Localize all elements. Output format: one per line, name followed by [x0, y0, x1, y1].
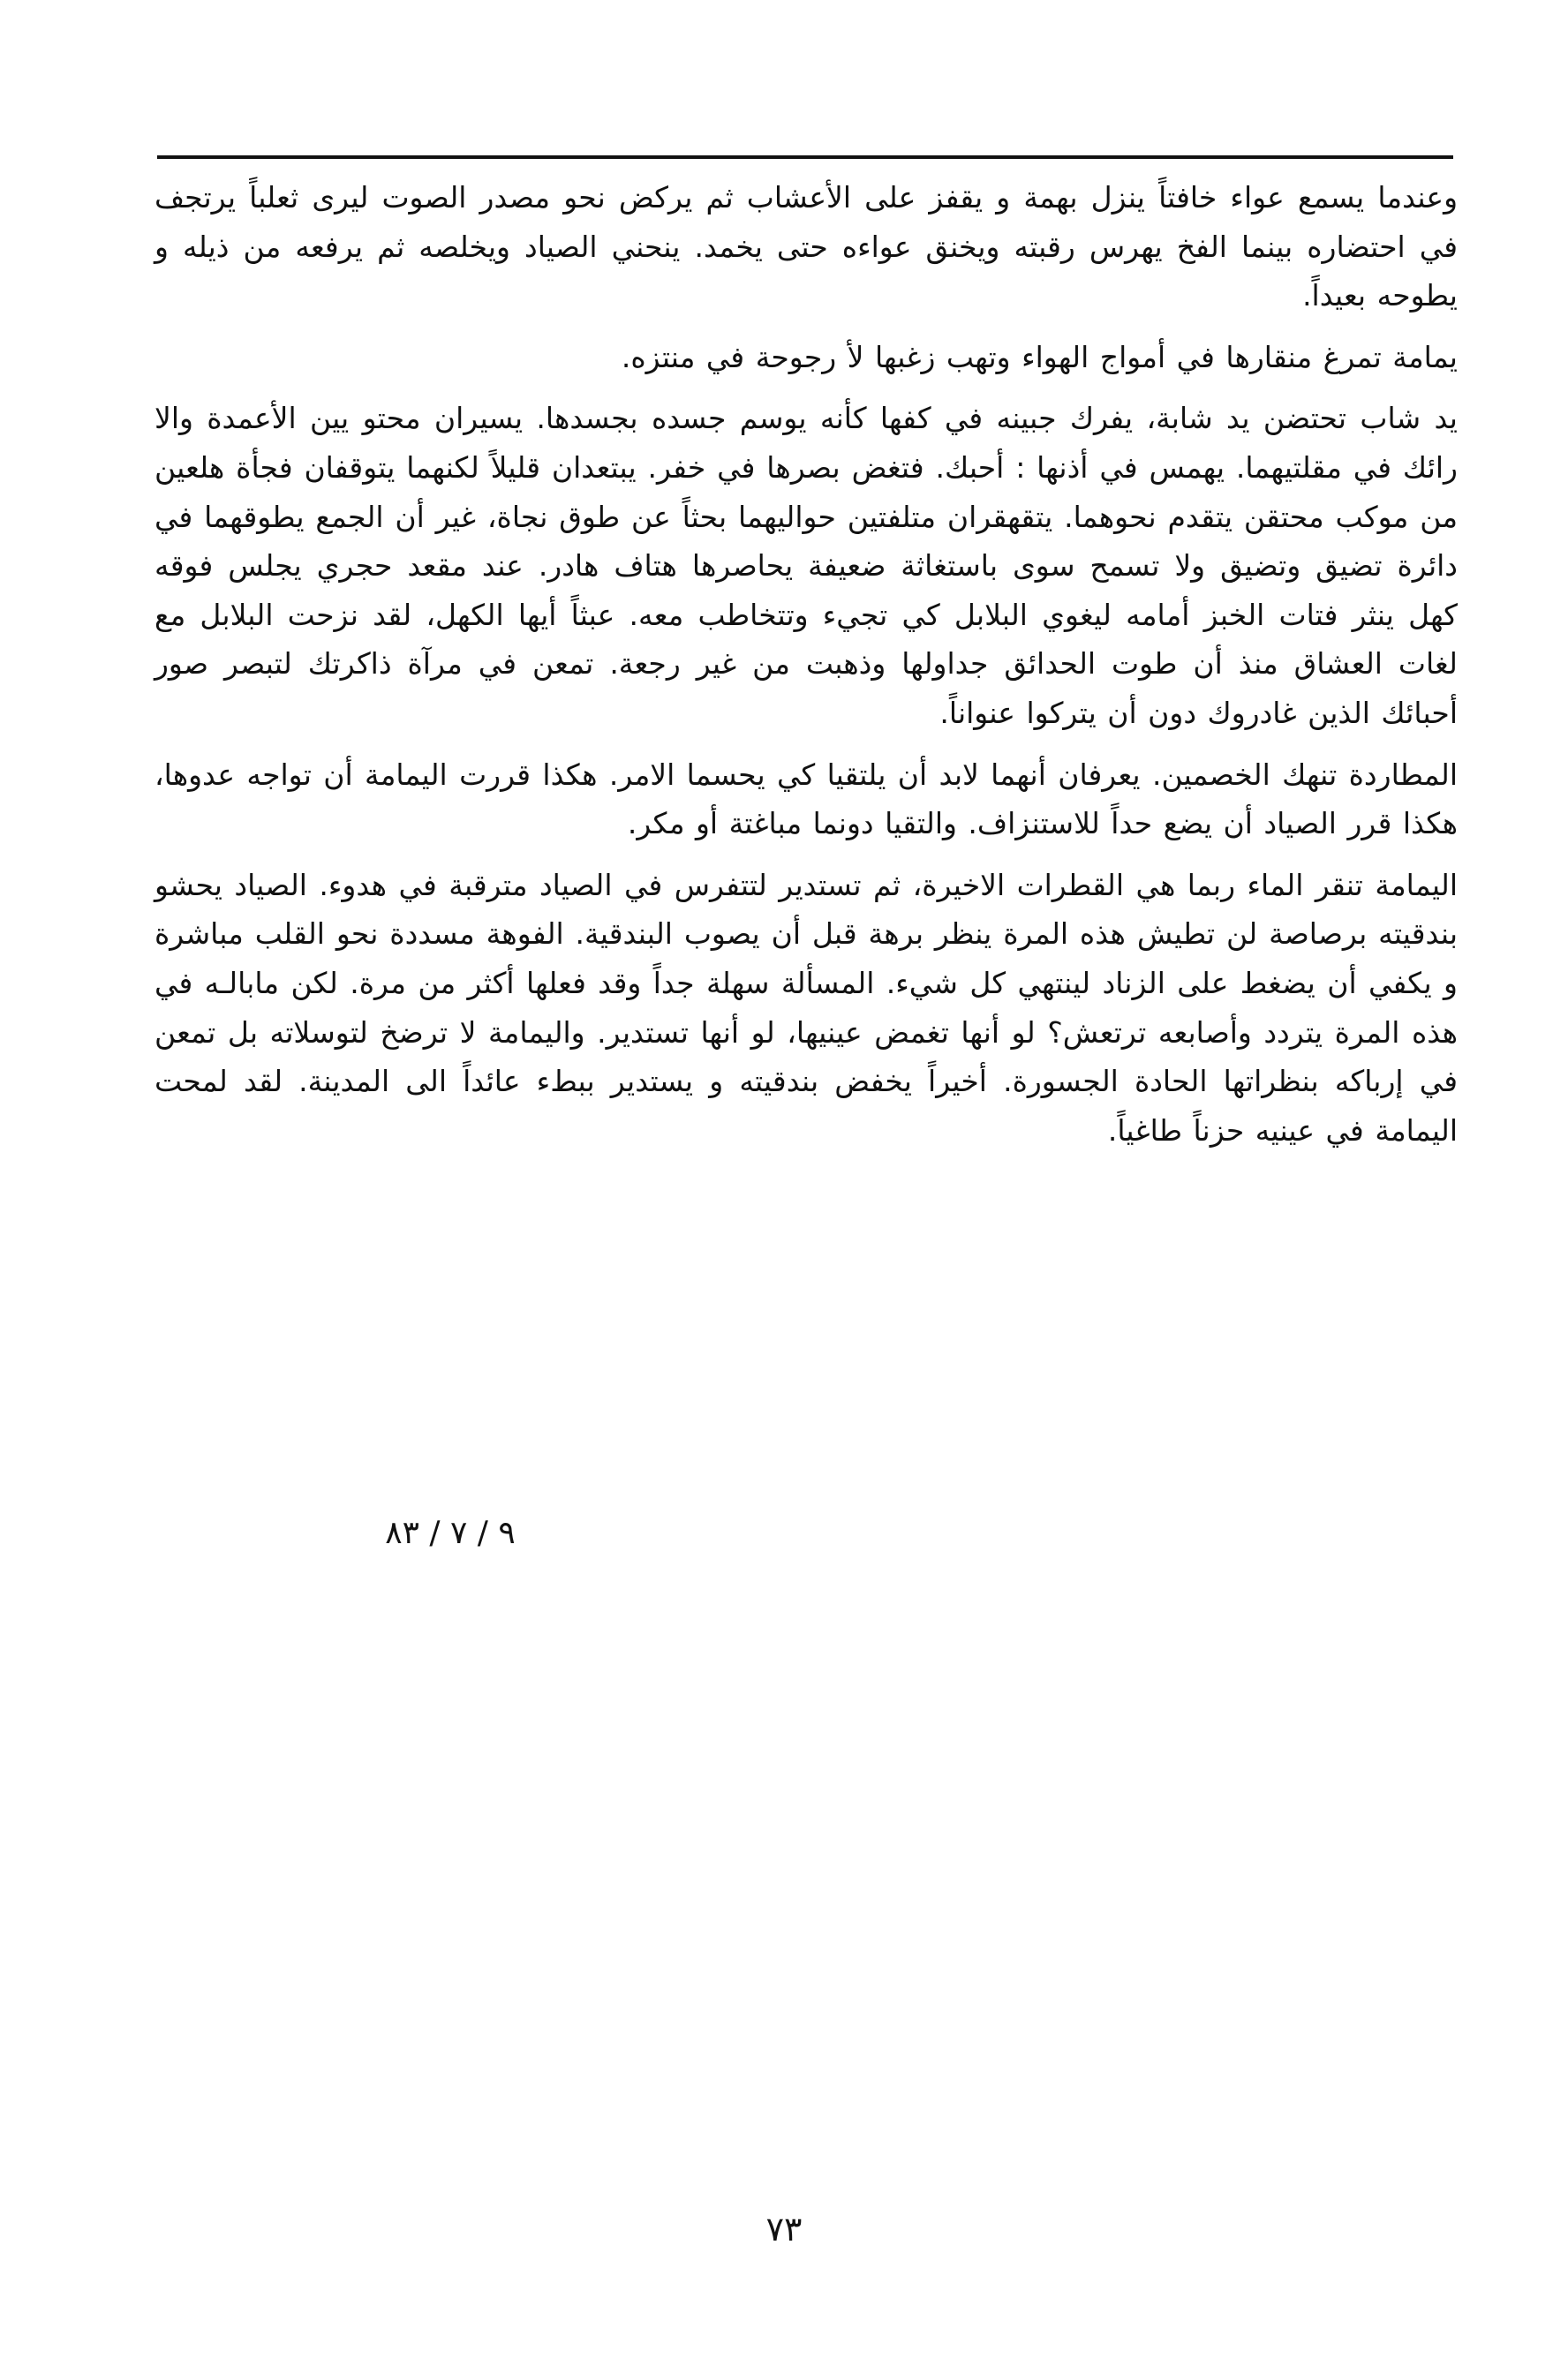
paragraph-1: وعندما يسمع عواء خافتاً ينزل بهمة و يقفز على الأعشاب ثم يركض نحو مصدر الصوت ليرى ثعلباً يرتجف في احتضاره بينما الفخ يهرس رقبته ويخنق عواءه حتى يخمد. ينحني الصياد ويخلصه ثم يرفعه من ذيله و يطوحه بعيداً. — [155, 180, 1458, 313]
body-text — [155, 173, 1458, 1155]
paragraph-5: اليمامة تنقر الماء ربما هي القطرات الاخيرة، ثم تستدير لتتفرس في الصياد مترقبة في هدوء. الصياد يحشو بندقيته برصاصة لن تطيش هذه المرة ينظر برهة قبل أن يصوب البندقية. الفوهة مسددة نحو القلب مباشرة و يكفي أن يضغط على الزناد لينتهي كل شيء. المسألة سهلة جداً وقد فعلها أكثر من مرة. لكن مابالـه في هذه المرة يتردد وأصابعه ترتعش؟ لو أنها تغمض عينيها، لو أنها تستدير. واليمامة لا ترضخ لتوسلاته بل تمعن في إرباكه بنظراتها الحادة الجسورة. أخيراً يخفض بندقيته و يستدير ببطء عائداً الى المدينة. لقد لمحت اليمامة في عينيه حزناً طاغياً. — [155, 867, 1458, 1148]
date-stamp: ٩ / ٧ / ٨٣ — [385, 1515, 516, 1551]
paragraph-4: المطاردة تنهك الخصمين. يعرفان أنهما لابد أن يلتقيا كي يحسما الامر. هكذا قررت اليمامة أن تواجه عدوها، هكذا قرر الصياد أن يضع حداً للاستنزاف. والتقيا دونما مباغتة أو مكر. — [155, 757, 1458, 841]
top-divider-line — [157, 155, 1453, 159]
page-number: ٧٣ — [765, 2210, 803, 2249]
paragraph-2: يمامة تمرغ منقارها في أمواج الهواء وتهب زغبها لأ رجوحة في منتزه. — [621, 339, 1458, 374]
paragraph-3: يد شاب تحتضن يد شابة، يفرك جبينه في كفها كأنه يوسم جسده بجسدها. يسيران محتو يين الأعمدة والا رائك في مقلتيهما. يهمس في أذنها : أحبك. فتغض بصرها في خفر. يبتعدان قليلاً لكنهما يتوقفان فجأة هلعين من موكب محتقن يتقدم نحوهما. يتقهقران متلفتين حواليهما بحثاً عن طوق نجاة، غير أن الجمع يطوقهما في دائرة تضيق وتضيق ولا تسمح سوى باستغاثة ضعيفة يحاصرها هتاف هادر. عند مقعد حجري يجلس فوقه كهل ينثر فتات الخبز أمامه ليغوي البلابل كي تجيء وتتخاطب معه. عبثاً أيها الكهل، لقد نزحت البلابل مع لغات العشاق منذ أن طوت الحدائق جداولها وذهبت من غير رجعة. تمعن في مرآة ذاكرتك لتبصر صور أحبائك الذين غادروك دون أن يتركوا عنواناً. — [155, 401, 1458, 730]
